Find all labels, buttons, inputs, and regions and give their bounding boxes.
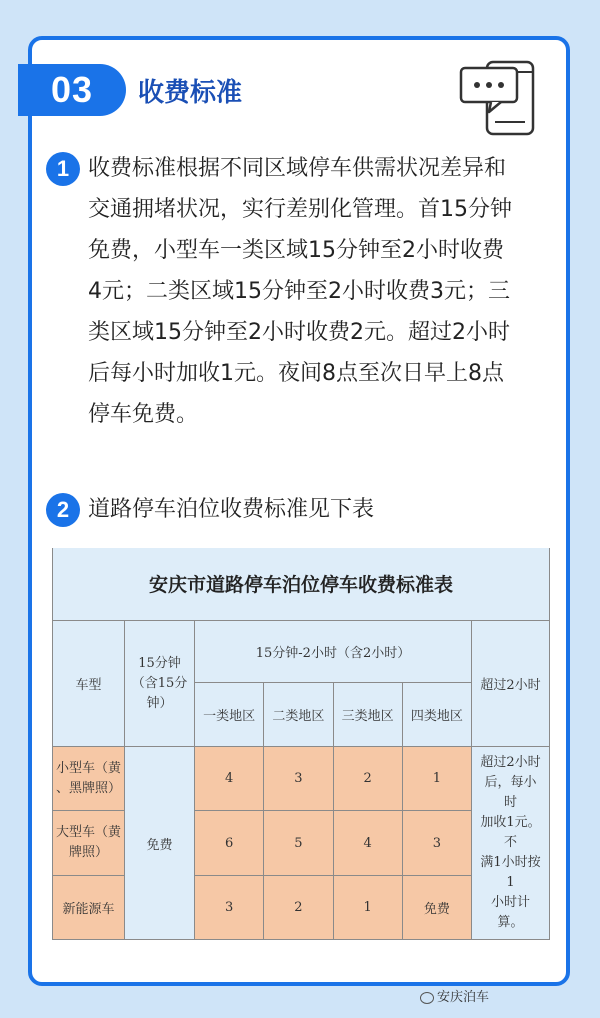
header-vehicle: 车型 bbox=[53, 620, 125, 746]
watermark bbox=[420, 986, 489, 1005]
note-line: 满1小时按1 bbox=[480, 855, 541, 891]
chat-phone-icon bbox=[455, 46, 547, 138]
fee-cell: 5 bbox=[264, 811, 333, 875]
note-line: 小时计算。 bbox=[490, 895, 530, 931]
table-title: 安庆市道路停车泊位停车收费标准表 bbox=[53, 548, 550, 620]
header-over-2h: 超过2小时 bbox=[472, 620, 550, 746]
watermark-icon bbox=[420, 992, 434, 1004]
vehicle-line: 牌照） bbox=[68, 845, 108, 861]
free-cell: 免费 bbox=[125, 747, 195, 940]
point-1-line: 4元；二类区域15分钟至2小时收费3元；三 bbox=[88, 279, 510, 304]
row-vehicle: 新能源车 bbox=[53, 875, 125, 939]
point-1-line: 收费标准根据不同区域停车供需状况差异和 bbox=[88, 156, 507, 181]
point-number-2: 2 bbox=[46, 493, 80, 527]
fee-cell: 4 bbox=[195, 747, 264, 811]
fee-cell: 免费 bbox=[402, 875, 471, 939]
row-vehicle bbox=[53, 747, 125, 811]
point-1-line: 后每小时加收1元。夜间8点至次日早上8点 bbox=[88, 361, 504, 386]
fee-cell: 1 bbox=[333, 875, 402, 939]
header-zone-1: 一类地区 bbox=[195, 683, 264, 747]
fee-cell: 1 bbox=[402, 747, 471, 811]
fee-cell: 4 bbox=[333, 811, 402, 875]
note-line: 加收1元。不 bbox=[480, 815, 541, 851]
fee-cell: 3 bbox=[195, 875, 264, 939]
vehicle-line: 、黑牌照） bbox=[55, 780, 121, 796]
fee-cell: 2 bbox=[264, 875, 333, 939]
row-vehicle bbox=[53, 811, 125, 875]
watermark-text: 安庆泊车 bbox=[437, 990, 490, 1005]
header-zone-4: 四类地区 bbox=[402, 683, 471, 747]
point-1-line: 停车免费。 bbox=[88, 402, 199, 427]
point-1-line: 免费，小型车一类区域15分钟至2小时收费 bbox=[88, 238, 504, 263]
fee-cell: 2 bbox=[333, 747, 402, 811]
header-free-line: 15分钟 bbox=[138, 655, 181, 671]
header-free-line: 钟） bbox=[146, 695, 173, 711]
note-line: 超过2小时 bbox=[480, 755, 541, 771]
point-2-text: 道路停车泊位收费标准见下表 bbox=[88, 497, 375, 522]
section-title: 收费标准 bbox=[138, 78, 243, 108]
fee-table bbox=[52, 548, 550, 940]
header-free-15min bbox=[125, 620, 195, 746]
fee-table-container bbox=[52, 548, 550, 940]
point-1-text bbox=[88, 148, 558, 435]
note-line: 后，每小时 bbox=[484, 775, 537, 811]
fee-cell: 3 bbox=[402, 811, 471, 875]
header-range: 15分钟-2小时（含2小时） bbox=[195, 620, 472, 682]
header-zone-3: 三类地区 bbox=[333, 683, 402, 747]
point-1-line: 类区域15分钟至2小时收费2元。超过2小时 bbox=[88, 320, 510, 345]
vehicle-line: 小型车（黄 bbox=[55, 760, 121, 776]
fee-cell: 6 bbox=[195, 811, 264, 875]
over-2h-note bbox=[472, 747, 550, 940]
point-number-1: 1 bbox=[46, 152, 80, 186]
fee-cell: 3 bbox=[264, 747, 333, 811]
header-free-line: （含15分 bbox=[131, 675, 188, 691]
header-zone-2: 二类地区 bbox=[264, 683, 333, 747]
section-number-badge: 03 bbox=[18, 64, 126, 116]
point-1-line: 交通拥堵状况，实行差别化管理。首15分钟 bbox=[88, 197, 512, 222]
vehicle-line: 大型车（黄 bbox=[55, 825, 121, 841]
table-row bbox=[53, 747, 550, 811]
